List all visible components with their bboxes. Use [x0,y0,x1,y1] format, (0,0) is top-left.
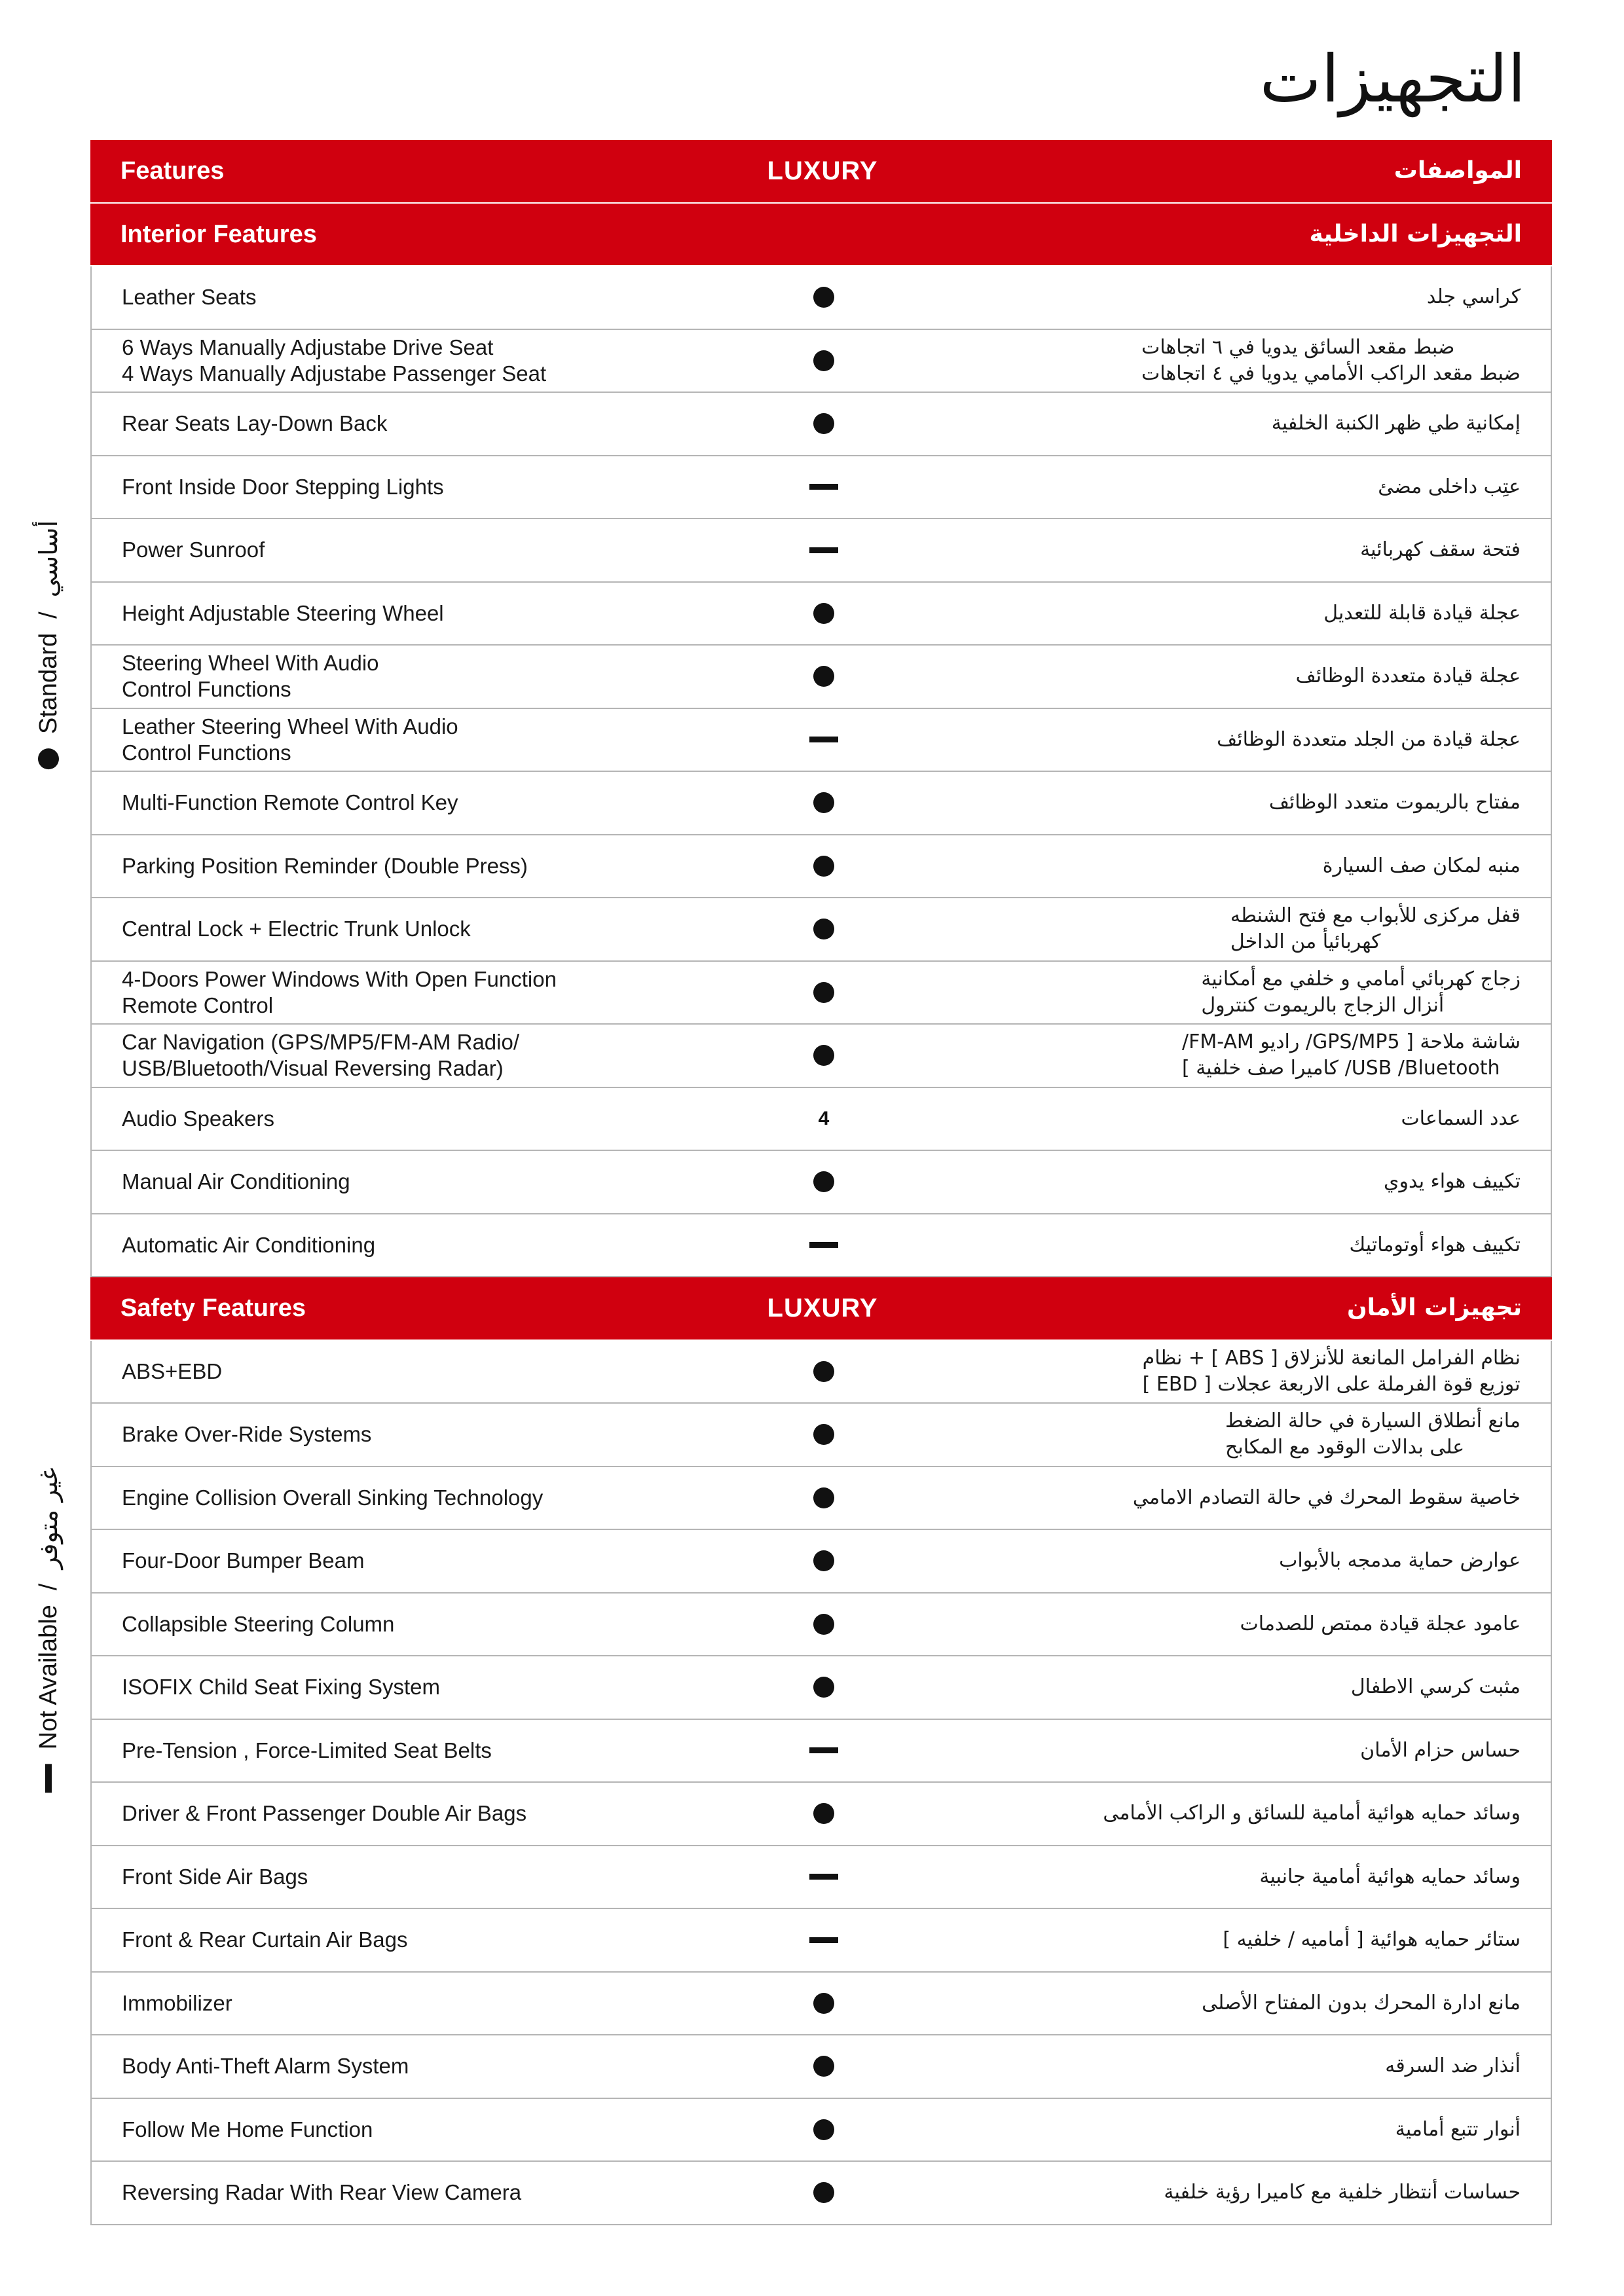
page-title: التجهيزات [1259,41,1526,117]
feature-name-arabic [1351,1656,1521,1719]
feature-name [122,2099,373,2161]
standard-dot-icon [813,1993,834,2014]
feature-name [122,2162,521,2224]
feature-name-line: Collapsible Steering Column [122,1611,395,1636]
feature-name-line: Pre-Tension , Force-Limited Seat Belts [122,1738,492,1762]
feature-row [90,1783,1552,1846]
feature-name-line: Front & Rear Curtain Air Bags [122,1927,408,1952]
feature-name-line: Control Functions [122,677,291,702]
feature-name-arabic [1202,1973,1521,2035]
feature-name-line: 4 Ways Manually Adjustabe Passenger Seat [122,361,547,386]
feature-row [90,1088,1552,1152]
feature-name-line: Body Anti-Theft Alarm System [122,2054,409,2079]
availability-cell [739,1025,909,1087]
feature-row [90,330,1552,393]
feature-name-arabic-line: عامود عجلة قيادة ممتص للصدمات [1240,1612,1521,1635]
feature-name-arabic [1230,898,1521,960]
feature-name-arabic [1384,1151,1521,1213]
feature-name-arabic-line: عتِب داخلى مضئ [1378,475,1521,498]
not-available-dash-icon [809,1937,838,1943]
legend-not-available-arabic: غير متوفر [34,1467,63,1569]
feature-name-line: USB/Bluetooth/Visual Reversing Radar) [122,1056,504,1081]
feature-name-line: Driver & Front Passenger Double Air Bags [122,1801,527,1826]
feature-name [122,1973,232,2035]
standard-dot-icon [813,792,834,813]
feature-name-line: Follow Me Home Function [122,2117,373,2141]
feature-row [90,1214,1552,1278]
feature-name-arabic-line: منبه لمكان صف السيارة [1322,854,1521,877]
feature-name-line: Parking Position Reminder (Double Press) [122,853,528,878]
feature-name-arabic-line: على بدالات الوقود مع المكابح [1225,1436,1465,1459]
availability-cell [739,1341,909,1403]
section-title: Interior Features [120,220,317,248]
feature-name [122,1467,543,1529]
availability-cell [739,1214,909,1277]
feature-name-arabic [1269,772,1521,834]
feature-name-arabic [1279,1530,1521,1592]
feature-name [122,1341,222,1403]
feature-name-line: Steering Wheel With Audio [122,651,379,676]
feature-name-arabic [1360,1720,1521,1782]
feature-row [90,1909,1552,1973]
feature-row [90,2162,1552,2225]
availability-cell [739,1973,909,2035]
feature-name-arabic [1225,1404,1521,1466]
feature-name [122,1656,440,1719]
standard-dot-icon [813,2182,834,2203]
standard-dot-icon [813,2119,834,2140]
feature-name [122,330,546,392]
availability-cell [739,835,909,898]
table-header-row [90,140,1552,204]
feature-name-arabic [1164,2162,1521,2224]
feature-name [122,393,387,455]
feature-name-line: 4-Doors Power Windows With Open Function [122,966,557,991]
feature-name [122,1530,364,1592]
feature-name-line: Engine Collision Overall Sinking Technology [122,1485,544,1510]
feature-name-arabic [1350,1214,1521,1277]
availability-cell [739,1656,909,1719]
standard-dot-icon [813,982,834,1003]
feature-row [90,2035,1552,2099]
feature-name-arabic [1141,330,1521,392]
feature-name-arabic [1133,1467,1521,1529]
feature-name [122,1151,350,1213]
section-title-arabic: تجهيزات الأمان [1346,1294,1522,1322]
feature-row [90,1720,1552,1783]
feature-name-arabic-line: خاصية سقوط المحرك في حالة التصادم الامامي [1132,1485,1521,1509]
feature-name-line: Leather Steering Wheel With Audio [122,714,458,738]
feature-name-arabic-line: عجلة قيادة قابلة للتعديل [1323,601,1521,625]
feature-row [90,519,1552,583]
availability-cell [739,1720,909,1782]
feature-name-line: Car Navigation (GPS/MP5/FM-AM Radio/ [122,1030,520,1055]
standard-dot-icon [813,603,834,624]
sections-container [90,204,1552,2225]
feature-name-arabic-line: حساسات أنتظار خلفية مع كاميرا رؤية خلفية [1164,2181,1521,2204]
feature-name [122,266,256,329]
feature-name [122,583,444,645]
feature-name-arabic [1103,1783,1521,1845]
standard-dot-icon [813,1614,834,1635]
feature-name-arabic [1385,2035,1521,2098]
feature-name-arabic-line: ضبط مقعد الراكب الأمامي يدويا في ٤ اتجاهات [1141,361,1521,385]
availability-cell [739,709,909,771]
feature-row [90,1404,1552,1467]
availability-cell [739,1467,909,1529]
feature-name-arabic-line: مانع ادارة المحرك بدون المفتاح الأصلى [1202,1991,1521,2014]
availability-cell [739,1909,909,1971]
legend-not-available-separator: / [34,1583,62,1591]
feature-name-arabic [1378,456,1521,519]
feature-name-line: Rear Seats Lay-Down Back [122,411,388,436]
not-available-dash-icon [809,484,838,490]
availability-value: 4 [818,1107,830,1129]
feature-name-line: ABS+EBD [122,1358,223,1383]
standard-dot-icon [813,2056,834,2077]
legend-standard-separator: / [34,611,62,619]
feature-name-line: Manual Air Conditioning [122,1169,350,1194]
feature-name-arabic-line: وسائد حمايه هوائية أمامية للسائق و الراكب الأمامى [1103,1802,1521,1825]
feature-name-arabic [1259,1846,1521,1908]
standard-dot-icon [813,666,834,687]
feature-name [122,519,265,581]
feature-name [122,898,471,960]
feature-name-arabic-line: نظام الفرامل المانعة للأنزلاق [ ABS ] + نظام [1142,1346,1521,1370]
feature-name-arabic-line: أنوار تتبع أمامية [1395,2117,1521,2141]
feature-name-arabic-line: تكييف هواء أوتوماتيك [1349,1233,1521,1256]
not-available-dash-icon [809,547,838,553]
standard-dot-icon [813,413,834,434]
feature-name-arabic-line: أنزال الزجاج بالريموت كنترول [1201,993,1445,1017]
feature-name-arabic-line: إمكانية طي ظهر الكنبة الخلفية [1271,412,1521,435]
feature-name [122,1088,274,1150]
feature-name-line: ISOFIX Child Seat Fixing System [122,1675,440,1700]
feature-name [122,456,444,519]
legend-not-available-dash-icon [45,1764,52,1793]
not-available-dash-icon [809,1242,838,1248]
feature-row [90,1594,1552,1657]
feature-name-line: Brake Over-Ride Systems [122,1422,372,1447]
section-title: Safety Features [120,1294,306,1322]
feature-row [90,393,1552,456]
standard-dot-icon [813,1361,834,1382]
feature-name-line: Front Side Air Bags [122,1864,308,1889]
feature-name [122,835,528,898]
feature-name [122,1025,519,1087]
feature-name-arabic [1143,1341,1521,1403]
availability-cell [739,1404,909,1466]
feature-name-line: Immobilizer [122,1990,232,2015]
feature-row [90,772,1552,835]
not-available-dash-icon [809,1874,838,1880]
availability-cell [739,266,909,329]
feature-name [122,1783,526,1845]
feature-row [90,1341,1552,1404]
feature-row [90,583,1552,646]
standard-dot-icon [813,1550,834,1571]
feature-name-arabic-line: تكييف هواء يدوي [1384,1170,1521,1194]
feature-row [90,1530,1552,1594]
availability-cell [739,519,909,581]
feature-name-arabic-line: مفتاح بالريموت متعدد الوظائف [1268,791,1521,814]
section-trim-label [737,204,908,266]
legend-standard-label: Standard [34,632,62,735]
feature-name-arabic-line: ستائر حمايه هوائية [ أماميه / خلفيه ] [1223,1928,1521,1952]
standard-dot-icon [813,350,834,371]
feature-row [90,456,1552,520]
feature-row [90,1467,1552,1531]
feature-row [90,709,1552,773]
section-header-row [90,1277,1552,1341]
feature-name-arabic [1427,266,1521,329]
feature-name-line: Leather Seats [122,285,257,310]
feature-name-line: Front Inside Door Stepping Lights [122,474,444,499]
feature-name-arabic-line: وسائد حمايه هوائية أمامية جانبية [1259,1865,1521,1888]
standard-dot-icon [813,1487,834,1508]
feature-name-arabic-line: عجلة قيادة متعددة الوظائف [1295,665,1521,688]
availability-cell [739,1783,909,1845]
availability-cell [739,1594,909,1656]
feature-name-line: Central Lock + Electric Trunk Unlock [122,917,471,941]
feature-name-arabic [1401,1088,1521,1150]
feature-name-arabic-line: توزيع قوة الفرملة على الاربعة عجلات [ EBD ] [1142,1372,1521,1396]
feature-name [122,1909,408,1971]
availability-cell [739,772,909,834]
availability-cell [739,962,909,1024]
availability-cell [739,2035,909,2098]
not-available-dash-icon [809,737,838,742]
feature-name-arabic-line: أنذار ضد السرقه [1385,2054,1521,2078]
feature-row [90,962,1552,1025]
feature-name-arabic-line: شاشة ملاحة [ GPS/MP5/ راديو FM-AM/ [1181,1030,1521,1054]
section-trim-label: LUXURY [767,1293,878,1322]
feature-name-arabic-line: مانع أنطلاق السيارة في حالة الضغط [1225,1410,1521,1433]
availability-cell [739,330,909,392]
availability-cell [739,456,909,519]
feature-name [122,2035,409,2098]
legend-not-available [34,1468,63,1793]
feature-name-line: Four-Door Bumper Beam [122,1548,365,1573]
feature-name-arabic [1360,519,1521,581]
availability-cell [739,1151,909,1213]
standard-dot-icon [813,1677,834,1698]
feature-name-line: Reversing Radar With Rear View Camera [122,2180,522,2205]
feature-name-arabic [1201,962,1521,1024]
feature-name-arabic-line: زجاج كهربائي أمامي و خلفي مع أمكانية [1201,967,1521,991]
standard-dot-icon [813,919,834,939]
feature-row [90,646,1552,709]
feature-name [122,1214,375,1277]
section-header-row [90,204,1552,267]
feature-name [122,1846,308,1908]
feature-row [90,898,1552,962]
standard-dot-icon [813,1803,834,1824]
feature-row [90,1151,1552,1214]
feature-name-line: Audio Speakers [122,1106,274,1131]
legend-not-available-label: Not Available [34,1605,62,1750]
feature-name [122,1720,492,1782]
feature-name-arabic-line: فتحة سقف كهربائية [1360,538,1521,562]
legend-standard-arabic: أساسي [34,520,63,598]
feature-row [90,1973,1552,2036]
feature-row [90,835,1552,899]
availability-cell [739,1530,909,1592]
feature-name [122,962,557,1024]
feature-row [90,1846,1552,1910]
feature-name-arabic-line: مثبت كرسي الاطفال [1350,1675,1521,1699]
feature-name-line: Automatic Air Conditioning [122,1232,376,1257]
feature-name-line: Remote Control [122,993,274,1017]
feature-name-arabic-line: عجلة قيادة من الجلد متعددة الوظائف [1217,727,1521,751]
feature-name-arabic [1217,709,1521,771]
feature-name [122,646,379,708]
standard-dot-icon [813,1171,834,1192]
feature-name-arabic [1240,1594,1521,1656]
feature-name-line: Control Functions [122,740,291,765]
availability-cell [739,583,909,645]
feature-name-arabic [1223,1909,1521,1971]
feature-name-line: Power Sunroof [122,538,265,562]
feature-name-arabic [1296,646,1521,708]
feature-name [122,1594,394,1656]
feature-name-arabic-line: USB /Bluetooth/ كاميرا صف خلفية ] [1181,1057,1500,1080]
feature-name [122,1404,371,1466]
feature-name-line: 6 Ways Manually Adjustabe Drive Seat [122,335,494,359]
feature-name-arabic-line: ضبط مقعد السائق يدويا في ٦ اتجاهات [1141,335,1455,359]
availability-cell [739,1088,909,1150]
availability-cell [739,898,909,960]
feature-name-line: Height Adjustable Steering Wheel [122,600,444,625]
feature-row [90,1656,1552,1720]
not-available-dash-icon [809,1747,838,1753]
header-features-arabic: المواصفات [1393,157,1522,185]
feature-name-arabic-line: حساس حزام الأمان [1360,1738,1521,1762]
feature-name-arabic [1323,583,1521,645]
legend-standard [34,520,63,769]
standard-dot-icon [813,1424,834,1445]
header-features-label: Features [120,157,225,185]
legend-standard-dot-icon [38,748,59,769]
availability-cell [739,2162,909,2224]
feature-row [90,266,1552,330]
feature-name-arabic-line: كراسي جلد [1426,285,1521,309]
feature-name [122,709,458,771]
feature-name-arabic [1272,393,1521,455]
section-title-arabic: التجهيزات الداخلية [1309,220,1522,247]
feature-name-arabic-line: قفل مركزى للأبواب مع فتح الشنطه [1230,904,1521,928]
feature-row [90,1025,1552,1088]
feature-name-arabic-line: عوارض حماية مدمجه بالأبواب [1279,1549,1521,1573]
standard-dot-icon [813,287,834,308]
availability-cell [739,393,909,455]
feature-name-arabic-line: عدد السماعات [1401,1106,1521,1130]
standard-dot-icon [813,1045,834,1066]
feature-name-arabic [1182,1025,1521,1087]
availability-cell [739,646,909,708]
feature-name-line: Multi-Function Remote Control Key [122,790,458,815]
header-luxury-label: LUXURY [767,156,878,185]
feature-name-arabic [1395,2099,1521,2161]
availability-cell [739,1846,909,1908]
feature-name-arabic-line: كهربائيأ من الداخل [1230,930,1381,954]
feature-name-arabic [1323,835,1521,898]
availability-cell [739,2099,909,2161]
feature-name [122,772,458,834]
standard-dot-icon [813,856,834,877]
spec-table [90,140,1552,2225]
feature-row [90,2099,1552,2162]
